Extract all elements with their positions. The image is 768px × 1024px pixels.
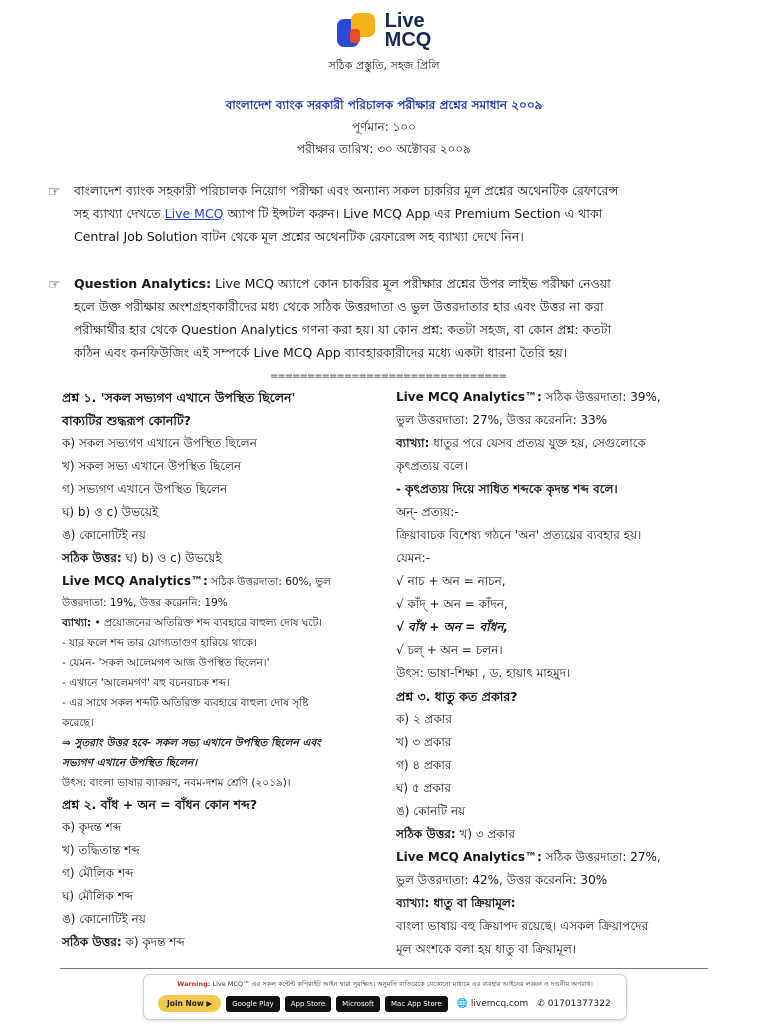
option: গ) ৪ প্রকার: [396, 758, 452, 772]
pointing-hand-icon: ☞: [48, 277, 61, 293]
explanation-line: - যেমন- 'সকল আলেমগণ আজ উপস্থিত ছিলেন।': [62, 657, 270, 669]
explanation-line: কৃৎপ্রত্যয় বলে।: [396, 459, 468, 473]
option: গ) সভ্যগণ এখানে উপস্থিত ছিলেন: [62, 482, 228, 496]
source-line: উৎস: ভাষা-শিক্ষা , ড. হায়াৎ মাহমুদ।: [396, 666, 571, 680]
conclusion: সভ্যগণ এখানে উপস্থিত ছিলেন।: [62, 757, 197, 769]
option: ঘ) ৫ প্রকার: [396, 781, 451, 795]
brand-header: [0, 12, 768, 76]
analytics-note: ☞ Question Analytics: Live MCQ অ্যাপে কোন চাকরির মূল পরীক্ষার প্রশ্নের উপর লাইভ পরীক্ষা নেওয়া হলে উক্ত পরীক্ষায় অংশগ্রহণকারীদের মধ্য থেকে সঠিক উত্তরদাতা ও ভুল উত্তরদাতার হার এবং উত্তর না করা পরীক্ষার্থীর হার থেকে Question Analytics গণনা করা হয়। যা কোন প্রশ্ন: কতটা সহজ, বা কোন প্রশ্ন: কতটা কঠিন এবং কনফিউজিং এই সম্পর্কে Live MCQ App ব্যাবহারকারীদের মধ্যে একটা ধারনা তৈরি হয়।: [48, 276, 612, 360]
explanation-line: - এর সাথে সকল শব্দটি অতিরিক্ত ব্যবহারে বাহুল্য দোষ সৃষ্টি: [62, 697, 309, 709]
explanation-line: যেমন:-: [396, 551, 430, 565]
question-1-title: প্রশ্ন ১. 'সকল সভ্যগণ এখানে উপস্থিত ছিলেন': [62, 390, 296, 405]
correct-answer: সঠিক উত্তর: ঘ) b) ও c) উভয়েই: [62, 551, 222, 565]
full-marks: পূর্ণমান: ১০০: [352, 120, 416, 134]
left-column: [62, 386, 382, 954]
explanation-line: - এখানে 'আলেমগণ' বহু বচনবাচক শব্দ।: [62, 677, 230, 689]
explanation-line: ব্যাখ্যা: • প্রয়োজনের অতিরিক্ত শব্দ ব্যবহারে বাহুল্য দোষ ঘটে।: [62, 617, 323, 629]
footer-banner: [143, 974, 627, 1020]
join-now-button[interactable]: Join Now ▶: [158, 995, 221, 1012]
example-line: √ নাচ + অন = নাচন,: [396, 574, 506, 588]
app-store-badge[interactable]: App Store: [285, 996, 331, 1012]
conclusion: ⇒ সুতরাং উত্তর হবে- সকল সভ্য এখানে উপস্থিত ছিলেন এবং: [62, 737, 321, 749]
option: ঙ) কোনোটিই নয়: [62, 912, 146, 926]
analytics-line: ভুল উত্তরদাতা: 42%, উত্তর করেননি: 30%: [396, 873, 608, 887]
live-mcq-link[interactable]: Live MCQ: [164, 206, 224, 221]
option: ঘ) মৌলিক শব্দ: [62, 889, 133, 903]
globe-icon: 🌐: [456, 998, 469, 1009]
example-line: √ চল্ + অন = চলন।: [396, 643, 503, 657]
explanation-bold: - কৃৎপ্রত্যয় দিয়ে সাধিত শব্দকে কৃদন্ত শব্দ বলে।: [396, 482, 618, 496]
exam-title: বাংলাদেশ ব্যাংক সরকারী পরিচালক পরীক্ষার প্রশ্নের সমাধান ২০০৯: [225, 98, 543, 112]
install-note: ☞ বাংলাদেশ ব্যাংক সহকারী পরিচালক নিয়োগ পরীক্ষা এবং অন্যান্য সকল চাকরির মূল প্রশ্নের অথেনটিক রেফারেন্স সহ ব্যাখ্যা দেখতে Live MCQ অ্যাপ টি ইন্সটল করুন। Live MCQ App এর Premium Section এ থাকা Central Job Solution বাটন থেকে মূল প্রশ্নের অথেনটিক রেফারেন্স সহ ব্যাখ্যা দেখে নিন।: [48, 183, 619, 244]
explanation-line: মূল অংশকে বলা হয় ধাতু বা ক্রিয়ামূল।: [396, 942, 577, 956]
explanation-title: ব্যাখ্যা: ধাতু বা ক্রিয়ামূল:: [396, 896, 516, 910]
website-link: 🌐 livemcq.com: [456, 998, 529, 1009]
google-play-badge[interactable]: Google Play: [226, 996, 280, 1012]
mac-app-store-badge[interactable]: Mac App Store: [385, 996, 448, 1012]
question-3-title: প্রশ্ন ৩. ধাতু কত প্রকার?: [396, 689, 518, 704]
pointing-hand-icon: ☞: [48, 184, 61, 200]
logo-tagline: সঠিক প্রস্তুতি, সহজ প্রিলি: [328, 59, 440, 72]
analytics-line: ভুল উত্তরদাতা: 27%, উত্তর করেননি: 33%: [396, 413, 608, 427]
correct-answer: সঠিক উত্তর: খ) ৩ প্রকার: [396, 827, 515, 841]
analytics-line: Live MCQ Analytics™: সঠিক উত্তরদাতা: 60%, ভুল: [62, 574, 331, 588]
logo-wordmark: Live MCQ: [384, 10, 432, 51]
exam-header: [0, 94, 768, 160]
microsoft-store-badge[interactable]: Microsoft: [336, 996, 380, 1012]
option: ঘ) b) ও c) উভয়েই: [62, 505, 159, 519]
option: ঙ) কোনোটিই নয়: [62, 528, 146, 542]
phone-icon: ✆: [537, 998, 545, 1009]
option: ক) কৃদন্ত শব্দ: [62, 820, 122, 834]
explanation-line: ক্রিয়াবাচক বিশেষ্য গঠনে 'অন' প্রত্যয়ের ব্যবহার হয়।: [396, 528, 642, 542]
question-2-title: প্রশ্ন ২. বাঁধ + অন = বাঁধন কোন শব্দ?: [62, 797, 258, 812]
phone-number: ✆ 01701377322: [537, 998, 611, 1009]
analytics-line: Live MCQ Analytics™: সঠিক উত্তরদাতা: 39%,: [396, 390, 661, 404]
option: ঙ) কোনটি নয়: [396, 804, 466, 818]
explanation-line: করেছে।: [62, 717, 94, 729]
right-column: [396, 386, 716, 961]
section-separator: ================================: [270, 371, 507, 382]
copyright-warning: Warning: Live MCQ™ এর সকল কন্টেন্ট কপিরাইট আইন দ্বারা সুরক্ষিত। অনুমতি ব্যতিরেকে যেকোনো মাধ্যমে এর ব্যবহার আইনের লঙ্ঘন ও দণ্ডনীয় অপরাধ।: [177, 980, 593, 988]
option: ক) ২ প্রকার: [396, 712, 452, 726]
example-line: √ কাঁদ্ + অন = কাঁদন,: [396, 597, 508, 611]
explanation-line: অন্- প্রত্যয়:-: [396, 505, 459, 519]
explanation-line: - যার ফলে শব্দ তার যোগ্যতাগুণ হারিয়ে থাকে।: [62, 637, 257, 649]
explanation-line: বাংলা ভাষায় বহু ক্রিয়াপদ রয়েছে। এসকল ক্রিয়াপদের: [396, 919, 649, 933]
option: খ) সকল সভ্য এখানে উপস্থিত ছিলেন: [62, 459, 242, 473]
correct-answer: সঠিক উত্তর: ক) কৃদন্ত শব্দ: [62, 935, 185, 949]
question-1-title-cont: বাক্যটির শুদ্ধরূপ কোনটি?: [62, 413, 191, 428]
analytics-line: Live MCQ Analytics™: সঠিক উত্তরদাতা: 27%,: [396, 850, 661, 864]
explanation-line: ব্যাখ্যা: ধাতুর পরে যেসব প্রত্যয় যুক্ত হয়, সেগুলোকে: [396, 436, 646, 450]
option: খ) ৩ প্রকার: [396, 735, 452, 749]
example-line: √ বাঁধ + অন = বাঁধন,: [396, 620, 509, 634]
option: খ) তদ্ধিতান্ত শব্দ: [62, 843, 140, 857]
live-mcq-logo-icon: [337, 13, 377, 49]
option: গ) মৌলিক শব্দ: [62, 866, 134, 880]
analytics-line: উত্তরদাতা: 19%, উত্তর করেননি: 19%: [62, 597, 228, 609]
exam-date: পরীক্ষার তারিখ: ৩০ অক্টোবর ২০০৯: [297, 142, 471, 156]
bottom-divider: [60, 968, 708, 969]
source-line: উৎস: বাংলা ভাষার ব্যাকরণ, নবম-দশম শ্রেণি (২০১৯)।: [62, 777, 291, 789]
option: ক) সকল সভ্যগণ এখানে উপস্থিত ছিলেন: [62, 436, 257, 450]
